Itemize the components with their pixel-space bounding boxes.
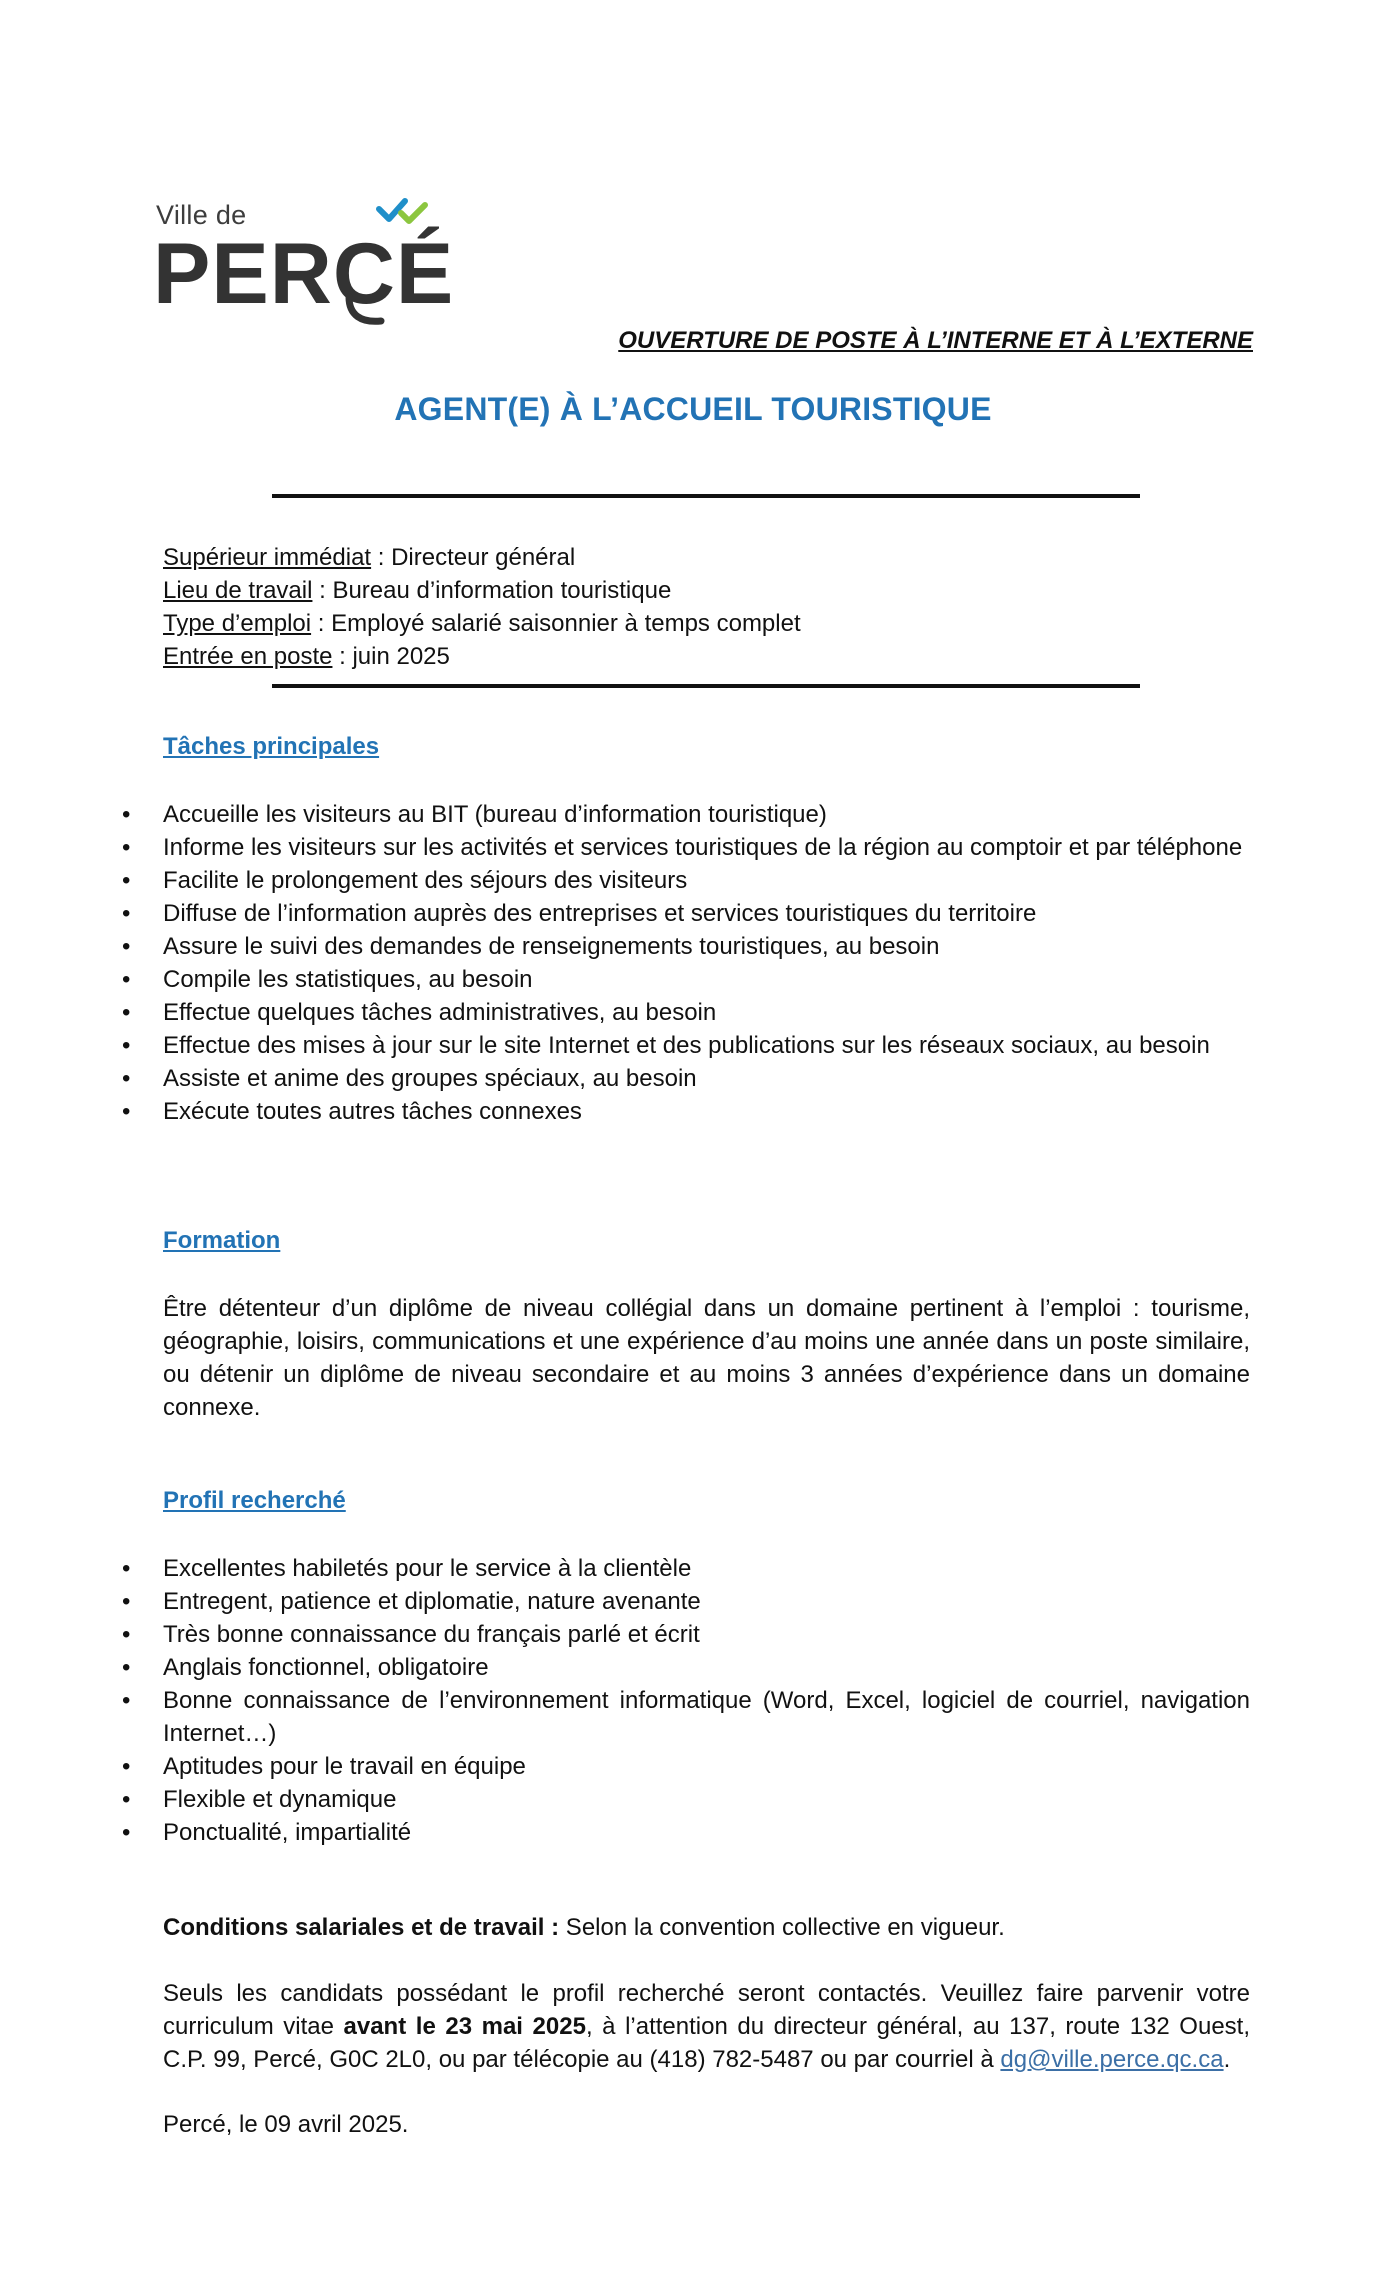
checkmark-logo-icon <box>375 195 431 231</box>
opening-notice: OUVERTURE DE POSTE À L’INTERNE ET À L’EXTERNE <box>618 327 1253 354</box>
conditions-label: Conditions salariales et de travail : <box>163 1914 560 1941</box>
info-value: : Employé salarié saisonnier à temps complet <box>311 610 801 637</box>
info-label: Supérieur immédiat <box>163 544 372 571</box>
info-value: : Bureau d’information touristique <box>312 577 672 604</box>
divider-top <box>272 494 1140 498</box>
list-item: • Diffuse de l’information auprès des entreprises et services touristiques du territoire <box>122 897 1250 930</box>
email-link[interactable]: dg@ville.perce.qc.ca <box>1000 2046 1224 2073</box>
list-item: • Effectue des mises à jour sur le site Internet et des publications sur les réseaux sociaux, au besoin <box>122 1029 1250 1062</box>
info-value: : Directeur général <box>371 544 576 571</box>
info-label: Type d’emploi <box>163 610 312 637</box>
info-label: Lieu de travail <box>163 577 313 604</box>
tasks-heading: Tâches principales <box>163 733 380 760</box>
list-item: • Très bonne connaissance du français parlé et écrit <box>122 1618 1250 1651</box>
list-item: • Entregent, patience et diplomatie, nature avenante <box>122 1585 1250 1618</box>
info-line-start-date <box>163 640 801 673</box>
conditions-line <box>163 1911 1250 1944</box>
profile-heading: Profil recherché <box>163 1487 346 1514</box>
info-line-supervisor <box>163 541 801 574</box>
list-item: • Assure le suivi des demandes de renseignements touristiques, au besoin <box>122 930 1250 963</box>
list-item: • Anglais fonctionnel, obligatoire <box>122 1651 1250 1684</box>
list-item: • Flexible et dynamique <box>122 1783 1250 1816</box>
list-item: • Assiste et anime des groupes spéciaux, au besoin <box>122 1062 1250 1095</box>
info-label: Entrée en poste <box>163 643 333 670</box>
list-item: • Effectue quelques tâches administratives, au besoin <box>122 996 1250 1029</box>
conditions-text: Selon la convention collective en vigueur. <box>559 1914 1005 1941</box>
job-title: AGENT(E) À L’ACCUEIL TOURISTIQUE <box>394 391 992 427</box>
date-line: Percé, le 09 avril 2025. <box>163 2111 409 2138</box>
list-item: • Compile les statistiques, au besoin <box>122 963 1250 996</box>
application-instructions <box>163 1977 1250 2076</box>
info-line-workplace <box>163 574 801 607</box>
list-item: • Exécute toutes autres tâches connexes <box>122 1095 1250 1128</box>
job-info-block <box>163 541 801 673</box>
list-item: • Bonne connaissance de l’environnement informatique (Word, Excel, logiciel de courriel, navigation Internet…) <box>122 1684 1250 1750</box>
profile-list <box>122 1552 1250 1849</box>
list-item: • Aptitudes pour le travail en équipe <box>122 1750 1250 1783</box>
tasks-list <box>122 798 1250 1128</box>
formation-heading: Formation <box>163 1227 281 1254</box>
list-item: • Facilite le prolongement des séjours des visiteurs <box>122 864 1250 897</box>
info-line-job-type <box>163 607 801 640</box>
info-value: : juin 2025 <box>332 643 450 670</box>
list-item: • Accueille les visiteurs au BIT (bureau d’information touristique) <box>122 798 1250 831</box>
formation-text: Être détenteur d’un diplôme de niveau collégial dans un domaine pertinent à l’emploi : tourisme, géographie, loisirs, communications et une expérience d’au moins une année dans un poste similaire, ou détenir un diplôme de niveau secondaire et au moins 3 années d’expérience dans un domaine connexe. <box>163 1295 1250 1421</box>
logo-big-text: PERCÉ <box>153 226 455 322</box>
apply-text: . <box>1223 2046 1231 2073</box>
divider-bottom <box>272 684 1140 688</box>
ville-de-perce-logo <box>153 193 455 333</box>
list-item: • Ponctualité, impartialité <box>122 1816 1250 1849</box>
apply-text: , à l’attention du directeur général, au 137, route 132 Ouest, C.P. 99, Percé, G0C 2L0, ou par télécopie au (418) 782-5487 ou par courriel à <box>163 2013 1250 2073</box>
list-item: • Informe les visiteurs sur les activités et services touristiques de la région au comptoir et par téléphone <box>122 831 1250 864</box>
logo-swoosh-icon <box>345 293 385 327</box>
logo-small-text: Ville de <box>156 200 247 230</box>
apply-text: Seuls les candidats possédant le profil recherché seront contactés. Veuillez faire parvenir votre curriculum vitae <box>163 1980 1250 2040</box>
list-item: • Excellentes habiletés pour le service à la clientèle <box>122 1552 1250 1585</box>
apply-deadline: avant le 23 mai 2025 <box>343 2013 586 2040</box>
